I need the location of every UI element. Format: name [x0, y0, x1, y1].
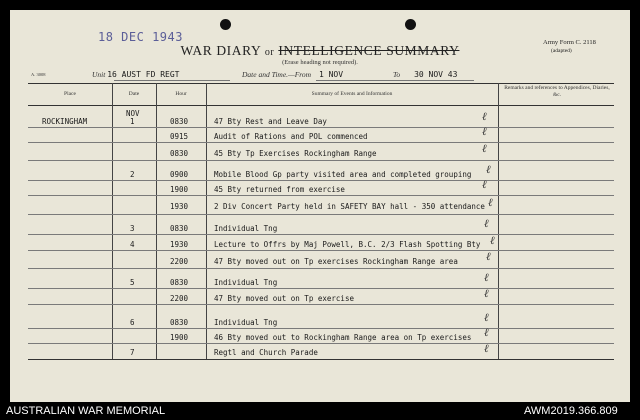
- row-date: 5: [130, 278, 135, 287]
- row-hour: 0915: [170, 132, 189, 141]
- row-summary: Regtl and Church Parade: [214, 348, 318, 357]
- army-form-label: [543, 38, 596, 56]
- initials-mark: ℓ: [486, 250, 491, 263]
- row-hour: 1930: [170, 240, 189, 249]
- divider-summary-remarks: [498, 83, 499, 360]
- initials-mark: ℓ: [490, 234, 495, 247]
- row-hour: 0830: [170, 117, 189, 126]
- army-form-adapted: (adapted): [551, 48, 572, 54]
- row-date: 1: [130, 117, 135, 126]
- initials-mark: ℓ: [486, 163, 491, 176]
- divider-place-date: [112, 83, 113, 360]
- row-summary: Individual Tng: [214, 278, 278, 287]
- row-hour: 1900: [170, 185, 189, 194]
- army-form-number: Army Form C. 2118: [543, 39, 596, 46]
- initials-mark: ℓ: [484, 342, 489, 355]
- initials-mark: ℓ: [484, 217, 489, 230]
- title-intelligence-summary: INTELLIGENCE SUMMARY: [278, 43, 460, 58]
- row-summary: 45 Bty returned from exercise: [214, 185, 345, 194]
- punch-hole-right: [405, 19, 416, 30]
- date-received-stamp: 18 DEC 1943: [98, 30, 183, 44]
- initials-mark: ℓ: [482, 178, 487, 191]
- row-date: 3: [130, 224, 135, 233]
- row-summary: Mobile Blood Gp party visited area and completed grouping: [214, 170, 472, 179]
- diary-sheet: [10, 10, 630, 402]
- row-summary: 45 Bty Tp Exercises Rockingham Range: [214, 149, 377, 158]
- unit-value: 16 AUST FD REGT: [107, 70, 180, 79]
- date-to-value: 30 NOV 43: [414, 70, 458, 79]
- row-summary: Audit of Rations and POL commenced: [214, 132, 368, 141]
- title-war-diary: WAR DIARY: [180, 43, 261, 58]
- row-summary: Individual Tng: [214, 318, 278, 327]
- footer-accession-number: AWM2019.366.809: [524, 405, 618, 417]
- row-date: 7: [130, 348, 135, 357]
- initials-mark: ℓ: [482, 110, 487, 123]
- initials-mark: ℓ: [488, 196, 493, 209]
- unit-label: Unit: [92, 70, 106, 79]
- column-header-remarks: Remarks and references to Appendices, Diaries, &c.: [504, 85, 610, 98]
- row-summary: 47 Bty Rest and Leave Day: [214, 117, 327, 126]
- row-hour: 2200: [170, 294, 189, 303]
- date-from-value: 1 NOV: [318, 70, 344, 79]
- initials-mark: ℓ: [484, 271, 489, 284]
- row-hour: 2200: [170, 257, 189, 266]
- column-header-date: Date: [128, 91, 140, 97]
- title-or: or: [264, 47, 275, 58]
- form-number: A. 3008: [31, 72, 46, 77]
- row-hour: 0900: [170, 170, 189, 179]
- row-summary: 47 Bty moved out on Tp exercise: [214, 294, 354, 303]
- row-summary: 46 Bty moved out to Rockingham Range area on Tp exercises: [214, 333, 472, 342]
- row-hour: 1930: [170, 202, 189, 211]
- row-month: NOV: [126, 109, 140, 118]
- column-header-place: Place: [64, 91, 76, 97]
- row-date: 6: [130, 318, 135, 327]
- initials-mark: ℓ: [484, 287, 489, 300]
- table-bottom-rule: [28, 359, 614, 360]
- date-time-field: [242, 70, 457, 79]
- row-summary: 2 Div Concert Party held in SAFETY BAY hall - 350 attendance: [214, 202, 485, 211]
- date-time-label: Date and Time.—From: [242, 70, 312, 79]
- row-hour: 0830: [170, 278, 189, 287]
- row-summary: 47 Bty moved out on Tp exercises Rockingham Range area: [214, 257, 458, 266]
- initials-mark: ℓ: [482, 142, 487, 155]
- punch-hole-left: [220, 19, 231, 30]
- column-header-summary: Summary of Events and Information: [311, 91, 393, 97]
- unit-field: [92, 70, 179, 79]
- initials-mark: ℓ: [484, 326, 489, 339]
- footer-archive-name: AUSTRALIAN WAR MEMORIAL: [6, 405, 166, 417]
- initials-mark: ℓ: [484, 311, 489, 324]
- row-hour: 0830: [170, 224, 189, 233]
- row-summary: Individual Tng: [214, 224, 278, 233]
- row-date: 2: [130, 170, 135, 179]
- row-hour: 0830: [170, 149, 189, 158]
- row-date: 4: [130, 240, 135, 249]
- title-instruction: (Erase heading not required).: [282, 59, 358, 66]
- date-to-label: To: [392, 70, 401, 79]
- table-header-rule: [28, 105, 614, 106]
- divider-hour-summary: [206, 83, 207, 360]
- table-top-rule: [28, 83, 614, 84]
- row-hour: 0830: [170, 318, 189, 327]
- initials-mark: ℓ: [482, 125, 487, 138]
- row-place: ROCKINGHAM: [42, 117, 88, 126]
- column-header-hour: Hour: [175, 91, 187, 97]
- row-hour: 1900: [170, 333, 189, 342]
- row-summary: Lecture to Offrs by Maj Powell, B.C. 2/3 Flash Spotting Bty: [214, 240, 481, 249]
- divider-date-hour: [156, 83, 157, 360]
- page-title: [10, 43, 630, 59]
